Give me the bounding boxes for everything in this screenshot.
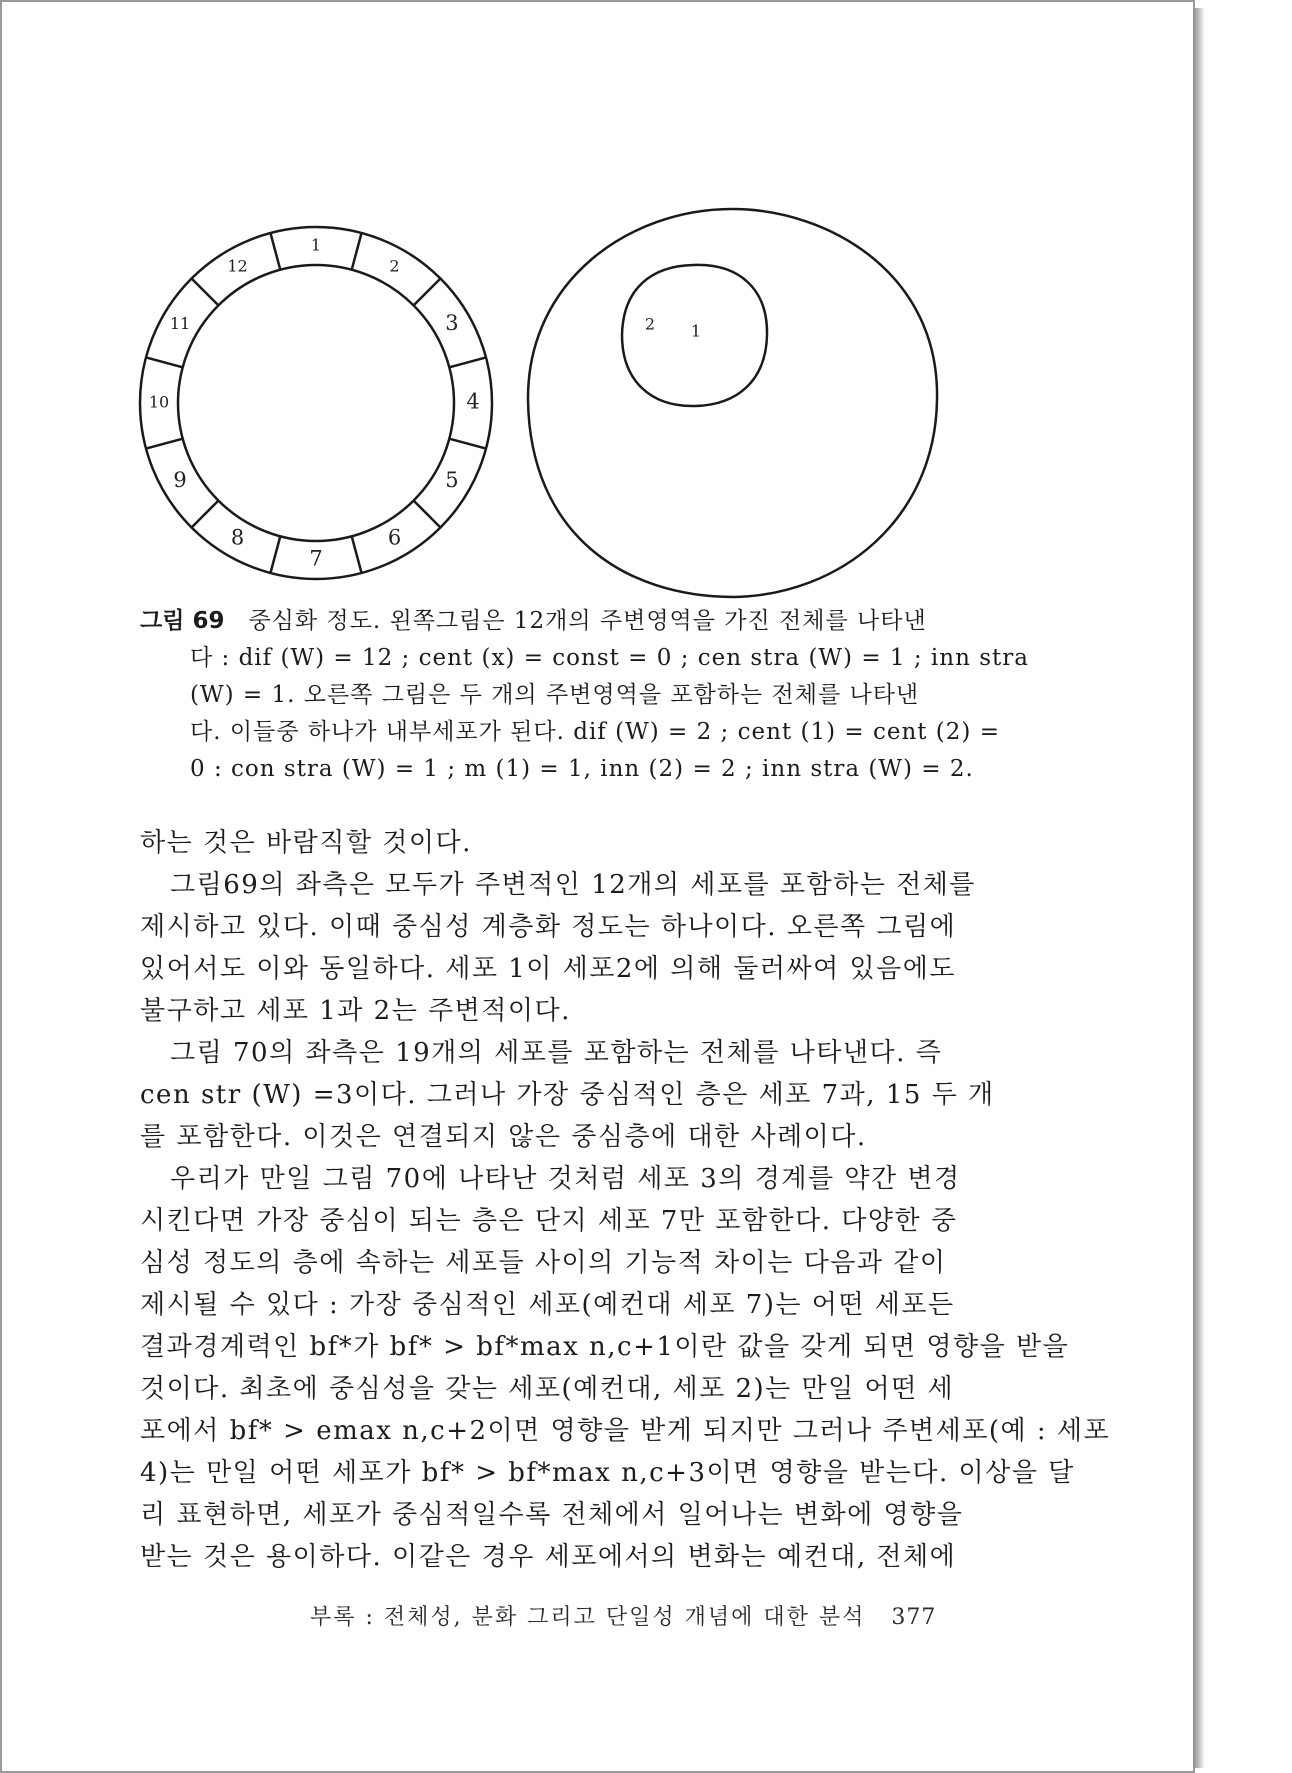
page-number: 377 <box>891 1605 937 1630</box>
outer-cell-boundary <box>528 209 937 597</box>
ring-divider <box>414 501 441 528</box>
ring-divider <box>449 357 486 367</box>
caption-line: (W) = 1. 오른쪽 그림은 두 개의 주변영역을 포함하는 전체를 나타낸 <box>190 682 920 708</box>
caption-line: 다. 이들중 하나가 내부세포가 된다. dif (W) = 2 ; cent (1) = cent (2) = <box>190 719 1000 745</box>
right-figure <box>528 209 937 597</box>
ring-segment-label: 1 <box>310 235 322 255</box>
ring-divider <box>414 279 441 306</box>
figure-caption <box>140 603 1029 788</box>
body-line: 시킨다면 가장 중심이 되는 층은 단지 세포 7만 포함한다. 다양한 중 <box>140 1206 958 1236</box>
body-line: 우리가 만일 그림 70에 나타난 것처럼 세포 3의 경계를 약간 변경 <box>170 1164 961 1194</box>
ring-segment-label: 7 <box>309 546 323 571</box>
ring-segment-label: 10 <box>148 392 170 412</box>
ring-segment-label: 2 <box>389 256 400 276</box>
ring-divider <box>192 279 219 306</box>
ring-divider <box>270 536 280 573</box>
body-line: 그림69의 좌측은 모두가 주변적인 12개의 세포를 포함하는 전체를 <box>170 870 976 900</box>
body-line: 심성 정도의 층에 속하는 세포들 사이의 기능적 차이는 다음과 같이 <box>140 1248 947 1278</box>
left-figure-ring <box>140 227 492 579</box>
figure-69 <box>140 185 1020 605</box>
body-line: 제시하고 있다. 이때 중심성 계층화 정도는 하나이다. 오른쪽 그림에 <box>140 912 957 942</box>
ring-segment-label: 3 <box>445 311 459 335</box>
body-line: 있어서도 이와 동일하다. 세포 1이 세포2에 의해 둘러싸여 있음에도 <box>140 954 956 984</box>
body-line: 포에서 bf* > emax n,c+2이면 영향을 받게 되지만 그러나 주변세포(예 : 세포 <box>140 1416 1111 1446</box>
running-head: 부록 : 전체성, 분화 그리고 단일성 개념에 대한 분석 <box>310 1605 866 1630</box>
ring-segment-label: 8 <box>230 525 245 550</box>
body-line: 불구하고 세포 1과 2는 주변적이다. <box>140 996 571 1026</box>
page-footer <box>310 1600 990 1631</box>
ring-segment-label: 5 <box>445 468 459 492</box>
ring-divider <box>192 501 219 528</box>
body-line: 를 포함한다. 이것은 연결되지 않은 중심층에 대한 사례이다. <box>140 1122 867 1152</box>
ring-segment-label: 6 <box>387 525 402 550</box>
inner-cell-label: 1 <box>690 321 702 341</box>
outer-cell-label: 2 <box>644 314 656 334</box>
caption-line: 0 : con stra (W) = 1 ; m (1) = 1, inn (2) = 2 ; inn stra (W) = 2. <box>190 756 974 782</box>
ring-inner-circle <box>178 265 454 541</box>
page-edge-shadow <box>1193 8 1205 1768</box>
body-line: 제시될 수 있다 : 가장 중심적인 세포(예컨대 세포 7)는 어떤 세포든 <box>140 1290 955 1320</box>
ring-divider <box>146 439 183 449</box>
body-line: 4)는 만일 어떤 세포가 bf* > bf*max n,c+3이면 영향을 받는다. 이상을 달 <box>140 1458 1075 1488</box>
body-line: 것이다. 최초에 중심성을 갖는 세포(예컨대, 세포 2)는 만일 어떤 세 <box>140 1374 955 1404</box>
body-line: 리 표현하면, 세포가 중심적일수록 전체에서 일어나는 변화에 영향을 <box>140 1500 964 1530</box>
ring-divider <box>146 357 183 367</box>
ring-segment-label: 11 <box>169 314 191 333</box>
ring-divider <box>352 233 362 270</box>
body-line: 그림 70의 좌측은 19개의 세포를 포함하는 전체를 나타낸다. 즉 <box>170 1038 943 1068</box>
ring-divider <box>352 536 362 573</box>
body-line: 결과경계력인 bf*가 bf* > bf*max n,c+1이란 값을 갖게 되면 영향을 받을 <box>140 1332 1070 1362</box>
ring-segment-label: 9 <box>173 468 187 492</box>
caption-line: 그림 69 중심화 정도. 왼쪽그림은 12개의 주변영역을 가진 전체를 나타낸 <box>140 608 927 634</box>
caption-label: 그림 69 <box>140 608 225 634</box>
body-line: cen str (W) =3이다. 그러나 가장 중심적인 층은 세포 7과, 15 두 개 <box>140 1080 995 1110</box>
ring-segment-label: 12 <box>227 256 248 276</box>
body-line: 하는 것은 바람직할 것이다. <box>140 828 472 858</box>
ring-divider <box>270 233 280 270</box>
body-line: 받는 것은 용이하다. 이같은 경우 세포에서의 변화는 예컨대, 전체에 <box>140 1542 957 1572</box>
ring-divider <box>449 439 486 449</box>
ring-segment-label: 4 <box>466 389 480 414</box>
caption-line: 다 : dif (W) = 12 ; cent (x) = const = 0 ; cen stra (W) = 1 ; inn stra <box>190 645 1029 671</box>
body-text <box>140 822 1111 1578</box>
